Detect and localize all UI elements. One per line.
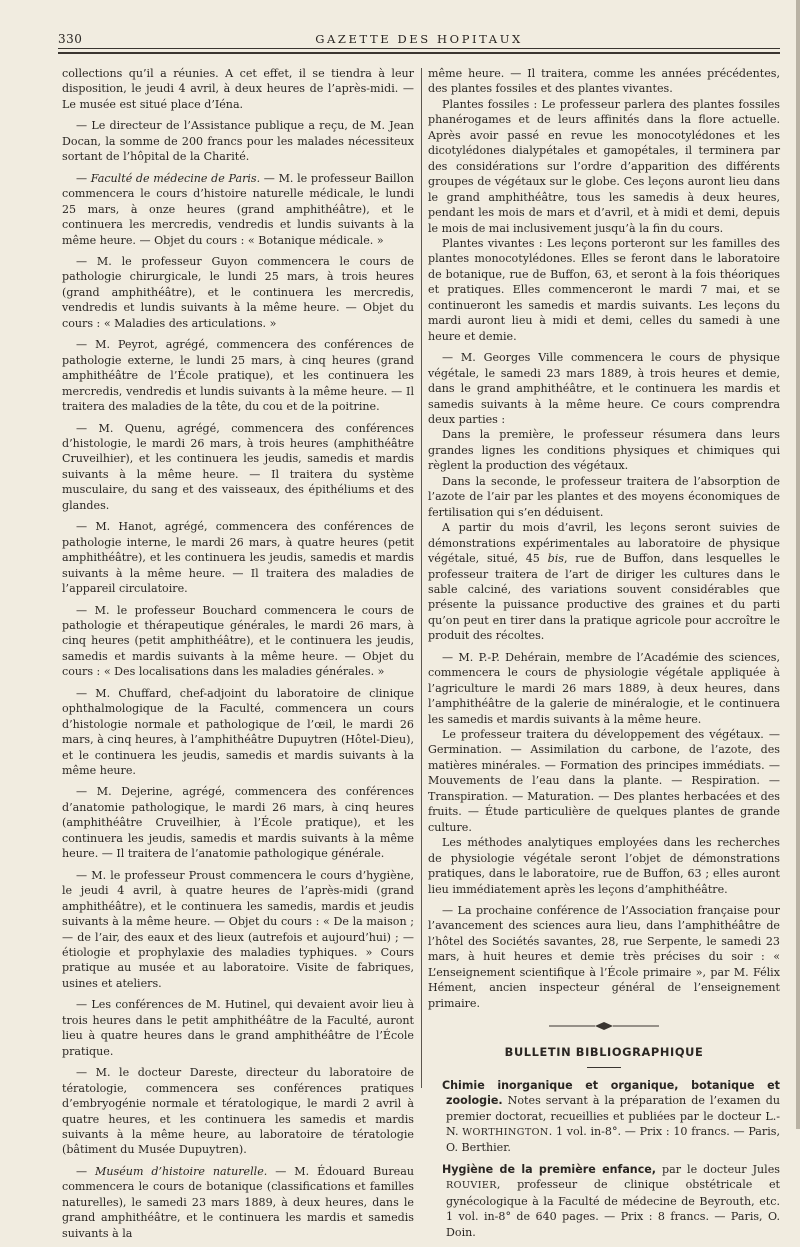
header-rule-thin [58, 48, 780, 49]
left-column [62, 66, 414, 1247]
paragraph: — M. le professeur Proust commencera le cours d’hygiène, le jeudi 4 avril, à quatre heures de l’après-midi (grand amphithéâtre), et le continuera les samedis, mardis et jeudis suivants à la même heure. — Objet du cours : « De la maison ; — de l’air, des eaux et des lieux (autrefois et aujourd’hui) ; — étiologie et prophylaxie des maladies typhiques. » Cours pratique au musée et au laboratoire. Visite de fabriques, usines et ateliers. [62, 868, 414, 990]
paragraph: — Les conférences de M. Hutinel, qui devaient avoir lieu à trois heures dans le petit amphithéâtre de la Faculté, auront lieu à quatre heures dans le grand amphithéâtre de l’École pratique. [62, 998, 414, 1058]
paragraph: — M. Peyrot, agrégé, commencera des conférences de pathologie externe, le lundi 25 mars, à cinq heures (grand amphithéâtre de l’École pratique), et les continuera les mercredis, vendredis et lundis suivants à la même heure. — Il traitera des maladies de la tête, du cou et de la poitrine. [62, 338, 414, 414]
institution-name: Faculté de médecine de Paris. [90, 171, 261, 185]
paragraph: même heure. — Il traitera, comme les années précédentes, des plantes fossiles et des plantes vivantes. [428, 67, 780, 96]
bibliography-entry [428, 1162, 780, 1240]
bibliography-entry [428, 1078, 780, 1156]
paragraph [62, 171, 414, 248]
entry-author: WORTHINGTON [462, 1127, 549, 1138]
italic-text: bis [547, 552, 564, 566]
column-divider [421, 68, 422, 1088]
paragraph [62, 1164, 414, 1241]
ornament-divider [428, 1021, 780, 1033]
entry-text: . 1 vol. in-8°. — Prix : 10 francs. — Paris, O. Berthier. [446, 1125, 780, 1155]
paragraph-text: — M. Édouard Bureau commencera le cours de botanique (classifications et familles naturelles), le samedi 23 mars 1889, à deux heures, dans le grand amphithéâtre, et le continuera les mardis et samedis suivants à la [62, 1164, 414, 1240]
paragraph: — M. le professeur Bouchard commencera le cours de pathologie et thérapeutique générales, le mardi 26 mars, à cinq heures (petit amphithéâtre), et le continuera les jeudis, samedis et mardis suivants à la même heure. — Objet du cours : « Des localisations dans les maladies générales. » [62, 603, 414, 679]
page-header [58, 28, 780, 50]
dash: — [76, 171, 91, 185]
paragraph: — M. le professeur Guyon commencera le cours de pathologie chirurgicale, le lundi 25 mars, à trois heures (grand amphithéâtre), et le continuera les mercredis, vendredis et lundis suivants à la même heure. — Objet du cours : « Maladies des articulations. » [62, 254, 414, 330]
paragraph: Les méthodes analytiques employées dans les recherches de physiologie végétale seront l’objet de démonstrations pratiques, dans le laboratoire, rue de Buffon, 63 ; elles auront lieu immédiatement après les leçons d’amphithéâtre. [428, 836, 780, 896]
header-rule-thick [58, 52, 780, 54]
paragraph: Le professeur traitera du développement des végétaux. — Germination. — Assimilation du carbone, de l’azote, des matières minérales. — Formation des principes immédiats. — Mouvements de l’eau dans la plante. — Respiration. — Transpiration. — Maturation. — Des plantes herbacées et des fruits. — Étude particulière de quelques plantes de grande culture. [428, 728, 780, 834]
paragraph: — La prochaine conférence de l’Association française pour l’avancement des sciences aura lieu, dans l’amphithéâtre de l’hôtel des Sociétés savantes, 28, rue Serpente, le samedi 23 mars, à huit heures et demie très précises du soir : « L’enseignement scientifique à l’École primaire », par M. Félix Hément, ancien inspecteur général de l’enseignement primaire. [428, 904, 780, 1010]
page-number: 330 [58, 32, 83, 46]
institution-name: Muséum d’histoire naturelle. [95, 1164, 268, 1178]
paragraph: Dans la première, le professeur résumera dans leurs grandes lignes les conditions physiques et chimiques qui règlent la production des végétaux. [428, 428, 780, 473]
paragraph: — M. Hanot, agrégé, commencera des conférences de pathologie interne, le mardi 26 mars, à quatre heures (petit amphithéâtre), et les continuera les jeudis, samedis et mardis suivants à la même heure. — Il traitera des maladies de l’appareil circulatoire. [62, 520, 414, 596]
paragraph: collections qu’il a réunies. A cet effet, il se tiendra à leur disposition, le jeudi 4 avril, à deux heures de l’après-midi. — Le musée est situé place d’Iéna. [62, 67, 414, 111]
entry-text: par le docteur Jules [656, 1162, 780, 1176]
paragraph: Dans la seconde, le professeur traitera de l’absorption de l’azote de l’air par les plantes et des moyens économiques de fertilisation qui s’en déduisent. [428, 474, 780, 519]
entry-title: Hygiène de la première enfance, [442, 1162, 657, 1176]
paragraph-text: — M. le professeur Baillon commencera le cours d’histoire naturelle médicale, le lundi 25 mars, à onze heures (grand amphithéâtre), et le continuera les mercredis, vendredis et lundis suivants à la même heure. — Objet du cours : « Botanique médicale. » [62, 171, 414, 247]
page-edge [796, 0, 800, 1129]
paragraph: — Le directeur de l’Assistance publique a reçu, de M. Jean Docan, la somme de 200 francs pour les malades nécessiteux sortant de l’hôpital de la Charité. [62, 119, 414, 164]
paragraph: — M. Quenu, agrégé, commencera des conférences d’histologie, le mardi 26 mars, à trois heures (amphithéâtre Cruveilhier), et les continuera les jeudis, samedis et mardis suivants à la même heure. — Il traitera du système musculaire, du sang et des vaisseaux, des épithéliums et des glandes. [62, 421, 414, 512]
paragraph: Plantes vivantes : Les leçons porteront sur les familles des plantes monocotylédones. Elles se feront dans le laboratoire de botanique, rue de Buffon, 63, et seront à la fois théoriques et pratiques. Elles commenceront le mardi 7 mai, et se continueront les samedis et mardis suivants. Les leçons du mardi auront lieu à midi et demi, celles du samedi à une heure et demie. [428, 236, 780, 343]
paragraph: — M. Georges Ville commencera le cours de physique végétale, le samedi 23 mars 1889, à trois heures et demie, dans le grand amphithéâtre, et le continuera les mardis et samedis suivants à la même heure. Ce cours comprendra deux parties : [428, 351, 780, 426]
paragraph: — M. P.-P. Dehérain, membre de l’Académie des sciences, commencera le cours de physiologie végétale appliquée à l’agriculture le mardi 26 mars 1889, à deux heures, dans l’amphithéâtre de la galerie de minéralogie, et le continuera les samedis et mardis suivants à la même heure. [428, 650, 780, 726]
dash: — [76, 1164, 96, 1178]
paragraph-text: A partir du mois d’avril, les leçons seront suivies de démonstrations expérimentales au laboratoire de physique végétale, situé, 45 [428, 521, 780, 566]
entry-author: ROUVIER [446, 1180, 497, 1192]
paragraph: — M. Dejerine, agrégé, commencera des conférences d’anatomie pathologique, le mardi 26 mars, à cinq heures (amphithéâtre Cruveilhier, à l’École pratique), et les continuera les jeudis, samedis et mardis suivants à la même heure. — Il traitera de l’anatomie pathologique générale. [62, 785, 414, 861]
entry-text: , professeur de clinique obstétricale et gynécologique à la Faculté de médecine de Beyrouth, etc. 1 vol. in-8° de 640 pages. — Prix : 8 francs. — Paris, O. Doin. [446, 1178, 780, 1239]
paragraph [428, 520, 780, 644]
ornament-rule-icon [549, 1021, 659, 1031]
bulletin-heading: BULLETIN BIBLIOGRAPHIQUE [504, 1045, 704, 1060]
paragraph: — M. Chuffard, chef-adjoint du laboratoire de clinique ophthalmologique de la Faculté, commencera un cours d’histologie normale et pathologique de l’œil, le mardi 26 mars, à cinq heures, à l’amphithéâtre Dupuytren (Hôtel-Dieu), et le continuera les jeudis, samedis et mardis suivants à la même heure. [62, 686, 414, 778]
heading-rule [587, 1067, 621, 1068]
paragraph: Plantes fossiles : Le professeur parlera des plantes fossiles phanérogames et de leurs affinités dans la flore actuelle. Après avoir passé en revue les monocotylédones et les dicotylédones dialypétales et gamopétales, il terminera par des considérations sur l’ordre d’apparition des différents groupes de végétaux sur le globe. Ces leçons auront lieu dans le grand amphithéâtre, tous les samedis à deux heures, pendant les mois de mars et d’avril, et à midi et demi, depuis le mois de mai inclusivement jusqu’à la fin du cours. [428, 97, 780, 235]
paragraph: — M. le docteur Dareste, directeur du laboratoire de tératologie, commencera ses conférences pratiques d’embryogénie normale et tératologique, le mardi 2 avril à quatre heures, et les continuera les samedis et mardis suivants à la même heure, au laboratoire de tératologie (bâtiment du Musée Dupuytren). [62, 1066, 414, 1157]
entry-title: Chimie inorganique et organique, botanique et zoologie. [442, 1078, 780, 1108]
right-column [428, 66, 780, 1246]
paragraph-text: , rue de Buffon, dans lesquelles le professeur traitera de l’art de diriger les cultures dans le sable calciné, des variations souvent considérables que présente la puissance productive des graines et du parti qu’on peut en tirer dans la pratique agricole pour accroître le produit des récoltes. [428, 552, 780, 643]
entry-text: Notes servant à la préparation de l’examen du premier doctorat, recueillies et publiées par le docteur L.-N. [446, 1094, 780, 1138]
running-title: GAZETTE DES HOPITAUX [315, 32, 523, 46]
